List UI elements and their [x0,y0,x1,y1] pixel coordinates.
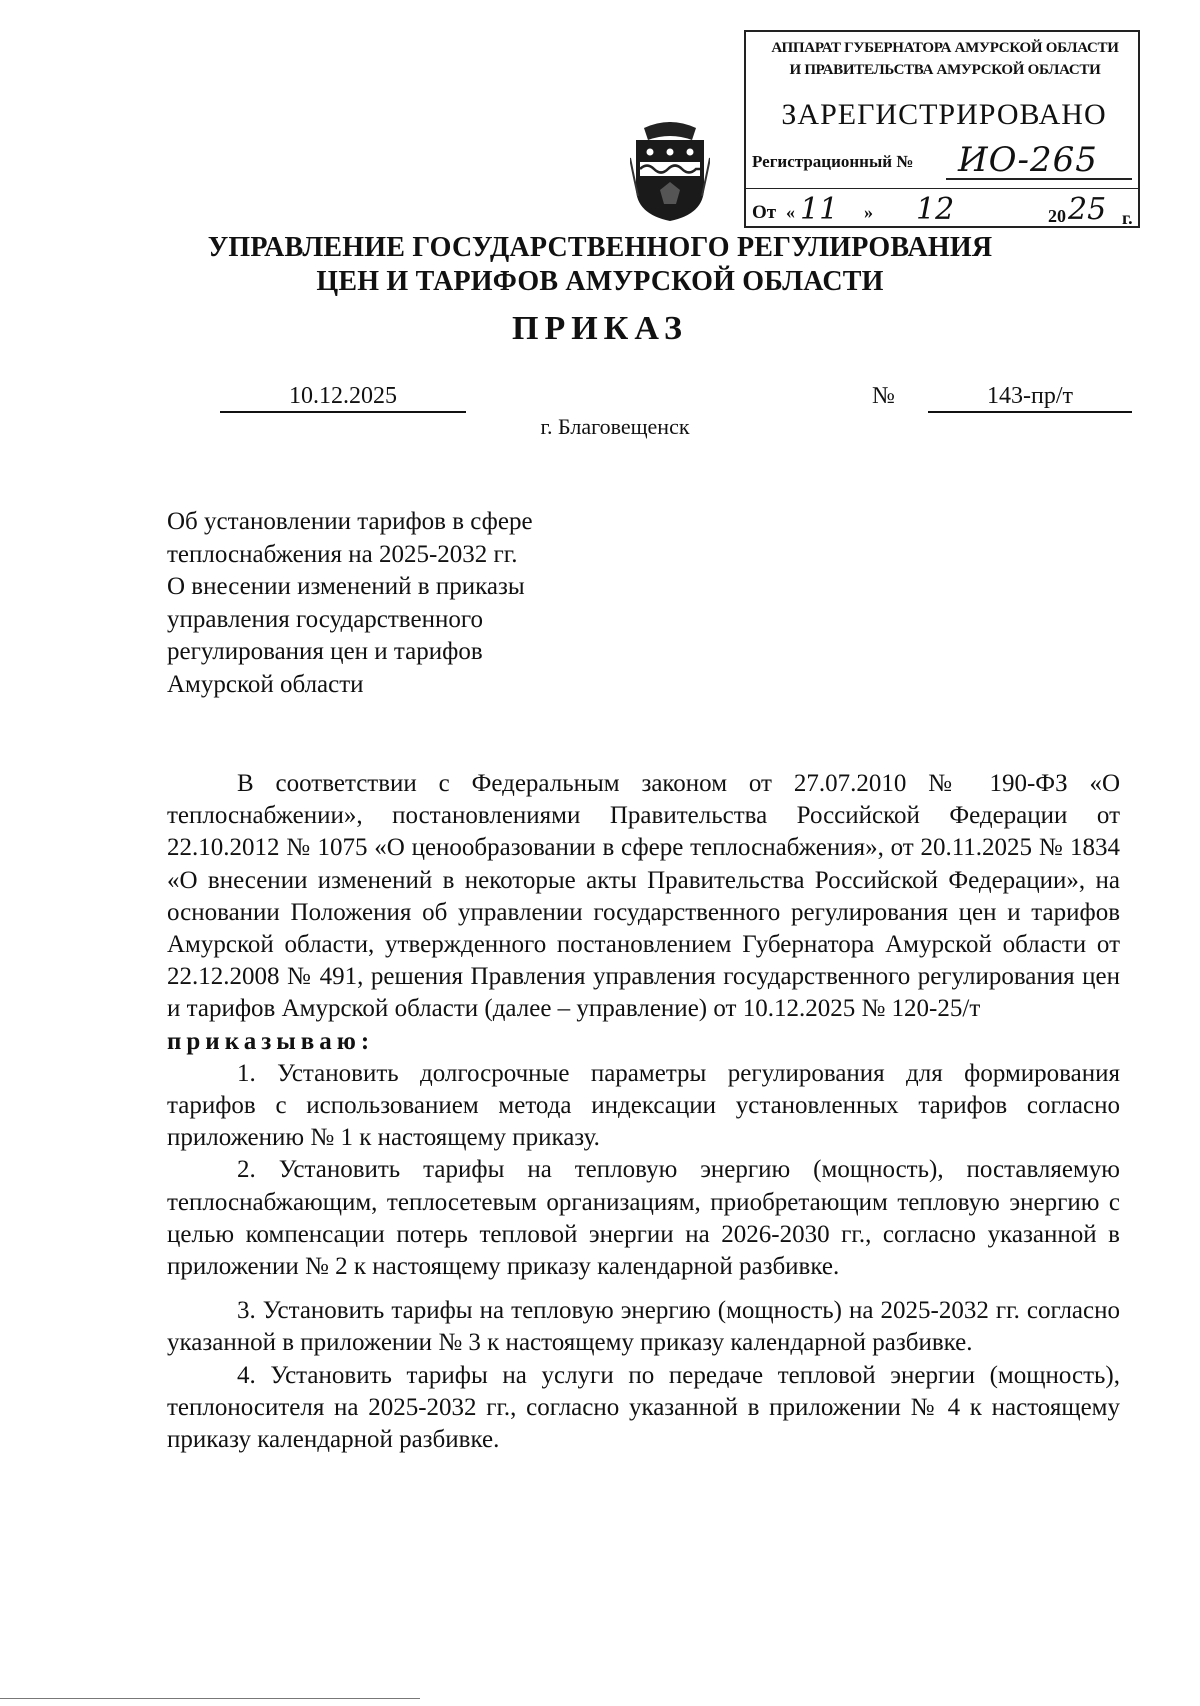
subject-line: Об установлении тарифов в сфере [167,508,533,535]
stamp-reg-number: ИО-265 [958,140,1098,180]
stamp-org-line2: И ПРАВИТЕЛЬСТВА АМУРСКОЙ ОБЛАСТИ [789,62,1101,78]
stamp-reg-label: Регистрационный № [752,152,914,171]
stamp-month: 12 [916,192,955,227]
subject-line: теплоснабжения на 2025-2032 гг. [167,540,518,568]
stamp-year-suffix: 25 [1068,192,1107,227]
city: г. Благовещенск [540,414,690,439]
order-item-4: 4. Установить тарифы на услуги по передаче тепловой энергии (мощность), теплоносителя на 2025-2032 гг., согласно указанной в приложении № 4 к настоящему приказу календарной разбивке. [167,1361,1120,1454]
order-item-3: 3. Установить тарифы на тепловую энергию (мощность) на 2025-2032 гг. согласно указанной в приложении № 3 к настоящему приказу календарной разбивке. [167,1297,1120,1357]
order-number-sign: № [872,383,895,409]
stamp-org-line1: АППАРАТ ГУБЕРНАТОРА АМУРСКОЙ ОБЛАСТИ [771,40,1119,56]
stamp-year-prefix: 20 [1048,206,1066,226]
stamp-year-abbr: г. [1122,208,1133,228]
stamp-from-label: От [752,202,777,223]
order-number: 143-пр/т [987,383,1073,409]
stamp-divider [746,188,1138,189]
org-name-line1: УПРАВЛЕНИЕ ГОСУДАРСТВЕННОГО РЕГУЛИРОВАНИЯ [207,232,993,263]
preamble-paragraph: В соответствии с Федеральным законом от 27.07.2010 № 190-ФЗ «О теплоснабжении», постановлениями Правительства Российской Федерации от 22.10.2012 № 1075 «О ценообразовании в сфере теплоснабжения», от 20.11.2025 № 1834 «О внесении изменений в некоторые акты Правительства Российской Федерации», на основании Положения об управлении государственного регулирования цен и тарифов Амурской области, утвержденного постановлением Губернатора Амурской области от 22.12.2008 № 491, решения Правления управления государственного регулирования цен и тарифов Амурской области (далее – управление) от 10.12.2025 № 120-25/т [167,770,1120,1023]
subject-line: Амурской области [167,670,364,698]
registration-stamp [744,30,1140,228]
page-bottom-rule [0,1698,420,1699]
stamp-day: 11 [800,192,839,227]
order-subject [167,506,627,701]
org-name-line2: ЦЕН И ТАРИФОВ АМУРСКОЙ ОБЛАСТИ [316,266,884,297]
order-item-1: 1. Установить долгосрочные параметры регулирования для формирования тарифов с использованием метода индексации установленных тарифов согласно приложению № 1 к настоящему приказу. [167,1059,1120,1152]
stamp-quote-open: « [786,202,795,222]
subject-line: регулирования цен и тарифов [167,638,483,665]
subject-line: О внесении изменений в приказы [167,573,525,600]
stamp-title: ЗАРЕГИСТРИРОВАНО [781,98,1107,131]
subject-line: управления государственного [167,605,483,633]
order-date-underline [220,411,466,413]
order-item-2: 2. Установить тарифы на тепловую энергию (мощность), поставляемую теплоснабжающим, теплосетевым организациям, приобретающим тепловую энергию с целью компенсации потерь тепловой энергии на 2026-2030 гг., согласно указанной в приложении № 2 к настоящему приказу календарной разбивке. [167,1156,1120,1281]
document-type: ПРИКАЗ [512,310,688,347]
order-body [167,768,1120,1456]
order-number-underline [928,411,1132,413]
stamp-quote-close: » [864,202,873,222]
order-date: 10.12.2025 [289,383,397,409]
order-word: приказываю: [167,1027,375,1055]
amur-region-coat-of-arms-icon [630,118,710,222]
stamp-date-underline [782,226,1026,227]
